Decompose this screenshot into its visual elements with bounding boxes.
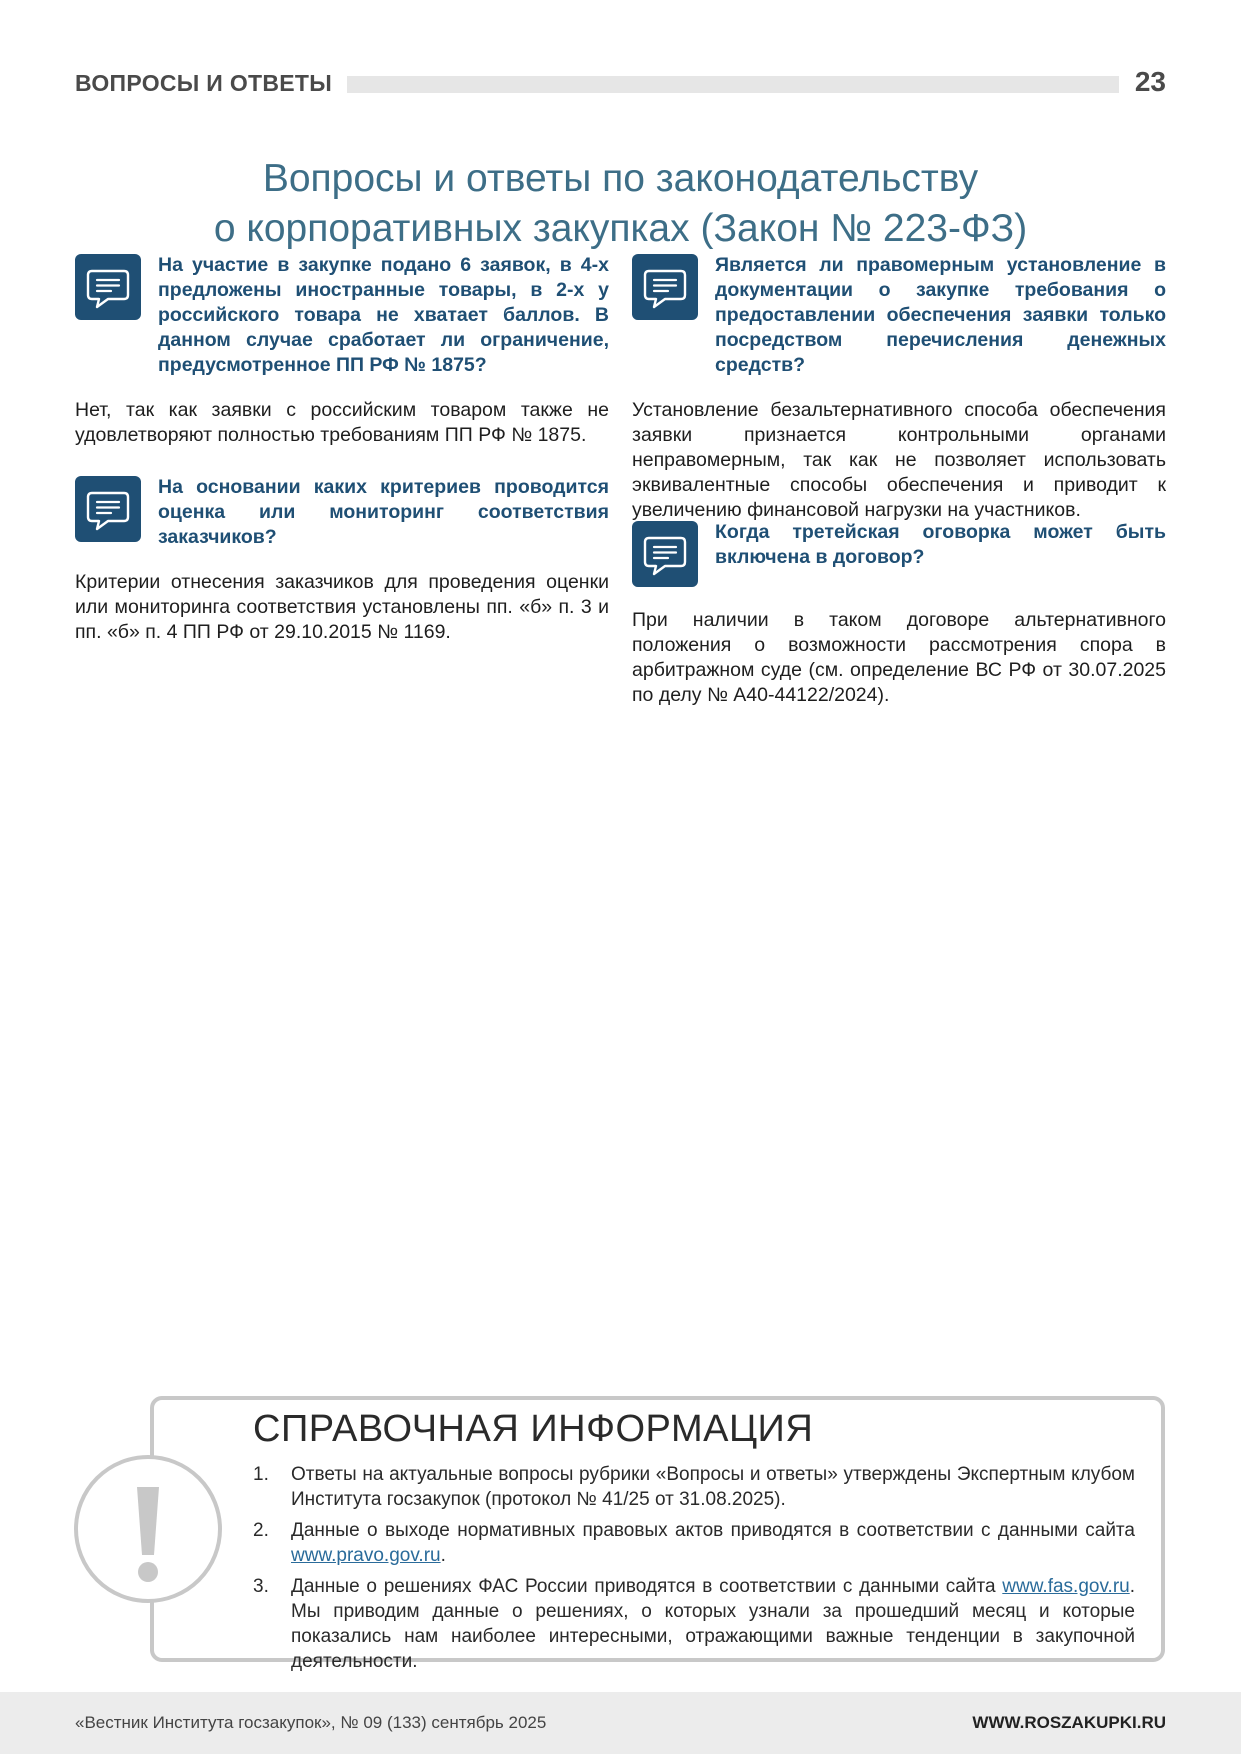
qa-block-1 xyxy=(75,253,609,448)
question-text: Когда третейская оговорка может быть включена в договор? xyxy=(715,521,1166,568)
answer-text: При наличии в таком договоре альтернативного положения о возможности рассмотрения спора в арбитражном суде (см. определение ВС РФ от 30.07.2025 по делу № А40-44122/2024). xyxy=(632,609,1166,706)
chat-bubble-icon xyxy=(632,254,698,320)
pravo-link[interactable]: www.pravo.gov.ru xyxy=(291,1545,441,1566)
question-text: Является ли правомерным установление в документации о закупке требования о предоставлении обеспечения заявки только посредством перечисления денежных средств? xyxy=(715,254,1166,376)
list-item-text: Данные о решениях ФАС России приводятся в соответствии с данными сайта xyxy=(291,1576,1003,1597)
page-title xyxy=(0,154,1241,254)
question-row xyxy=(75,253,609,378)
list-item-text-end: . xyxy=(440,1545,446,1566)
list-item xyxy=(253,1518,1135,1568)
list-item-number: 1. xyxy=(253,1464,269,1485)
chat-bubble-icon xyxy=(632,521,698,587)
qa-block-4 xyxy=(632,520,1166,708)
question-text: На участие в закупке подано 6 заявок, в 4-х предложены иностранные товары, в 2-х у российского товара не хватает баллов. В данном случае сработает ли ограничение, предусмотренное ПП РФ № 1875? xyxy=(158,254,609,376)
page-title-line-2: о корпоративных закупках (Закон № 223-ФЗ) xyxy=(213,207,1028,251)
list-item-text: Ответы на актуальные вопросы рубрики «Вопросы и ответы» утверждены Экспертным клубом Института госзакупок (протокол № 41/25 от 31.08.2025). xyxy=(291,1464,1135,1510)
question-row xyxy=(632,520,1166,588)
question-text: На основании каких критериев проводится оценка или мониторинг соответствия заказчиков? xyxy=(158,476,609,548)
answer-text: Установление безальтернативного способа обеспечения заявки признается контрольными органами неправомерным, так как не позволяет использовать эквивалентные способы обеспечения и приводит к увеличению финансовой нагрузки на участников. xyxy=(632,399,1166,521)
header-rule xyxy=(347,76,1119,93)
reference-info-title: СПРАВОЧНАЯ ИНФОРМАЦИЯ xyxy=(253,1408,814,1450)
question-row xyxy=(632,253,1166,378)
list-item-number: 2. xyxy=(253,1520,269,1541)
answer-text: Критерии отнесения заказчиков для проведения оценки или мониторинга соответствия установлены пп. «б» п. 3 и пп. «б» п. 4 ПП РФ от 29.10.2015 № 1169. xyxy=(75,571,609,643)
website-link[interactable]: WWW.ROSZAKUPKI.RU xyxy=(972,1713,1166,1732)
qa-block-3 xyxy=(632,253,1166,523)
chat-bubble-icon xyxy=(75,476,141,542)
page-title-line-1: Вопросы и ответы по законодательству xyxy=(262,157,979,201)
page-footer xyxy=(0,1692,1241,1754)
publication-info: «Вестник Института госзакупок», № 09 (133) сентябрь 2025 xyxy=(75,1713,547,1732)
reference-info-list xyxy=(253,1462,1135,1680)
fas-link[interactable]: www.fas.gov.ru xyxy=(1002,1576,1130,1597)
list-item xyxy=(253,1462,1135,1512)
list-item xyxy=(253,1574,1135,1674)
question-row xyxy=(75,475,609,550)
chat-bubble-icon xyxy=(75,254,141,320)
page-number: 23 xyxy=(1134,66,1166,97)
list-item-text: Данные о выходе нормативных правовых актов приводятся в соответствии с данными сайта xyxy=(291,1520,1135,1541)
answer-text: Нет, так как заявки с российским товаром также не удовлетворяют полностью требованиям ПП РФ № 1875. xyxy=(75,399,609,446)
exclamation-icon xyxy=(74,1455,222,1603)
list-item-number: 3. xyxy=(253,1576,269,1597)
qa-block-2 xyxy=(75,475,609,645)
list-item-text-end: . Мы приводим данные о решениях, о которых узнали за прошедший месяц и которые показались нам наиболее интересными, отражающими важные тенденции в закупочной деятельности. xyxy=(291,1576,1135,1672)
section-title: ВОПРОСЫ И ОТВЕТЫ xyxy=(75,70,333,96)
page-header xyxy=(75,66,1166,102)
